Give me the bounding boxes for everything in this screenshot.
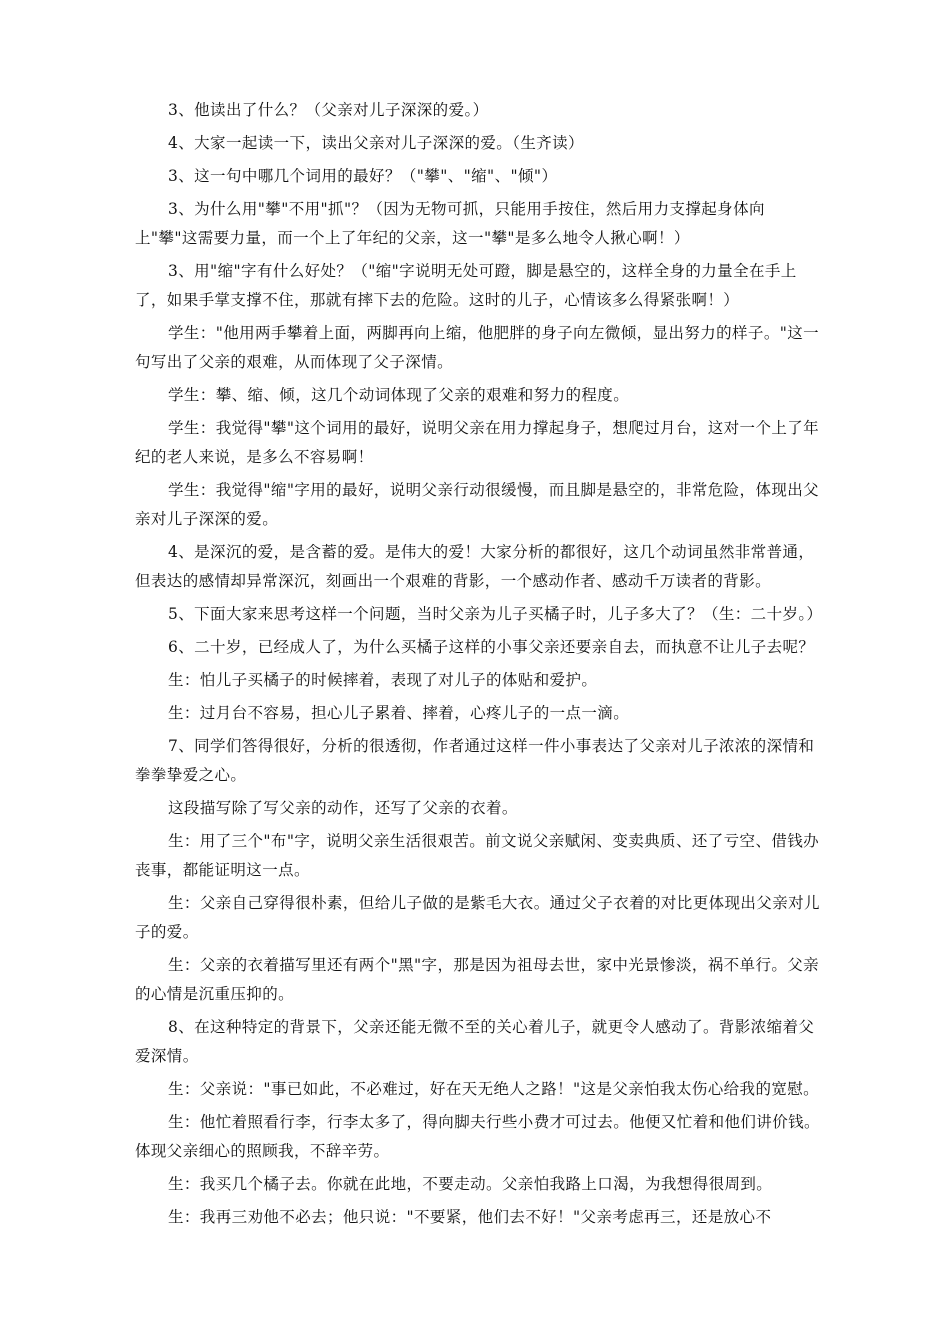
document-page	[135, 96, 825, 1236]
paragraph: 这段描写除了写父亲的动作，还写了父亲的衣着。	[168, 799, 518, 817]
paragraph: 8、在这种特定的背景下，父亲还能无微不至的关心着儿子，就更令人感动了。背影浓缩着父爱深情。	[135, 1018, 815, 1065]
paragraph: 3、为什么用"攀"不用"抓"？（因为无物可抓，只能用手按住，然后用力支撑起身体向上"攀"这需要力量，而一个上了年纪的父亲，这一"攀"是多么地令人揪心啊！）	[135, 200, 765, 247]
paragraph: 4、是深沉的爱，是含蓄的爱。是伟大的爱！大家分析的都很好，这几个动词虽然非常普通，但表达的感情却异常深沉，刻画出一个艰难的背影，一个感动作者、感动千万读者的背影。	[135, 543, 815, 590]
paragraph: 学生：我觉得"攀"这个词用的最好，说明父亲在用力撑起身子，想爬过月台，这对一个上了年纪的老人来说，是多么不容易啊！	[135, 419, 820, 466]
paragraph: 3、他读出了什么？（父亲对儿子深深的爱。）	[168, 101, 489, 119]
paragraph: 生：过月台不容易，担心儿子累着、摔着，心疼儿子的一点一滴。	[168, 704, 630, 722]
paragraph: 生：怕儿子买橘子的时候摔着，表现了对儿子的体贴和爱护。	[168, 671, 598, 689]
paragraph: 生：父亲的衣着描写里还有两个"黑"字，那是因为祖母去世，家中光景惨淡，祸不单行。父亲的心情是沉重压抑的。	[135, 956, 820, 1003]
paragraph: 7、同学们答得很好，分析的很透彻，作者通过这样一件小事表达了父亲对儿子浓浓的深情和拳拳挚爱之心。	[135, 737, 815, 784]
paragraph: 生：他忙着照看行李，行李太多了，得向脚夫行些小费才可过去。他便又忙着和他们讲价钱。体现父亲细心的照顾我，不辞辛劳。	[135, 1113, 820, 1160]
paragraph: 4、大家一起读一下，读出父亲对儿子深深的爱。（生齐读）	[168, 134, 584, 152]
paragraph: 3、这一句中哪几个词用的最好？（"攀"、"缩"、"倾"）	[168, 167, 558, 185]
paragraph: 生：父亲自己穿得很朴素，但给儿子做的是紫毛大衣。通过父子衣着的对比更体现出父亲对儿子的爱。	[135, 894, 820, 941]
paragraph: 生：父亲说："事已如此，不必难过，好在天无绝人之路！"这是父亲怕我太伤心给我的宽慰。	[168, 1080, 820, 1098]
paragraph: 学生：攀、缩、倾，这几个动词体现了父亲的艰难和努力的程度。	[168, 386, 630, 404]
paragraph: 生：用了三个"布"字，说明父亲生活很艰苦。前文说父亲赋闲、变卖典质、还了亏空、借钱办丧事，都能证明这一点。	[135, 832, 820, 879]
paragraph: 5、下面大家来思考这样一个问题，当时父亲为儿子买橘子时，儿子多大了？（生：二十岁。）	[168, 605, 823, 623]
paragraph: 生：我买几个橘子去。你就在此地，不要走动。父亲怕我路上口渴，为我想得很周到。	[168, 1175, 773, 1193]
paragraph: 6、二十岁，已经成人了，为什么买橘子这样的小事父亲还要亲自去，而执意不让儿子去呢？	[168, 638, 815, 656]
paragraph: 生：我再三劝他不必去；他只说："不要紧，他们去不好！"父亲考虑再三，还是放心不	[168, 1208, 772, 1226]
paragraph: 学生："他用两手攀着上面，两脚再向上缩，他肥胖的身子向左微倾，显出努力的样子。"这一句写出了父亲的艰难，从而体现了父子深情。	[135, 324, 820, 371]
paragraph: 3、用"缩"字有什么好处？（"缩"字说明无处可蹬，脚是悬空的，这样全身的力量全在手上了，如果手掌支撑不住，那就有摔下去的危险。这时的儿子，心情该多么得紧张啊！）	[135, 262, 797, 309]
paragraph: 学生：我觉得"缩"字用的最好，说明父亲行动很缓慢，而且脚是悬空的，非常危险，体现出父亲对儿子深深的爱。	[135, 481, 820, 528]
